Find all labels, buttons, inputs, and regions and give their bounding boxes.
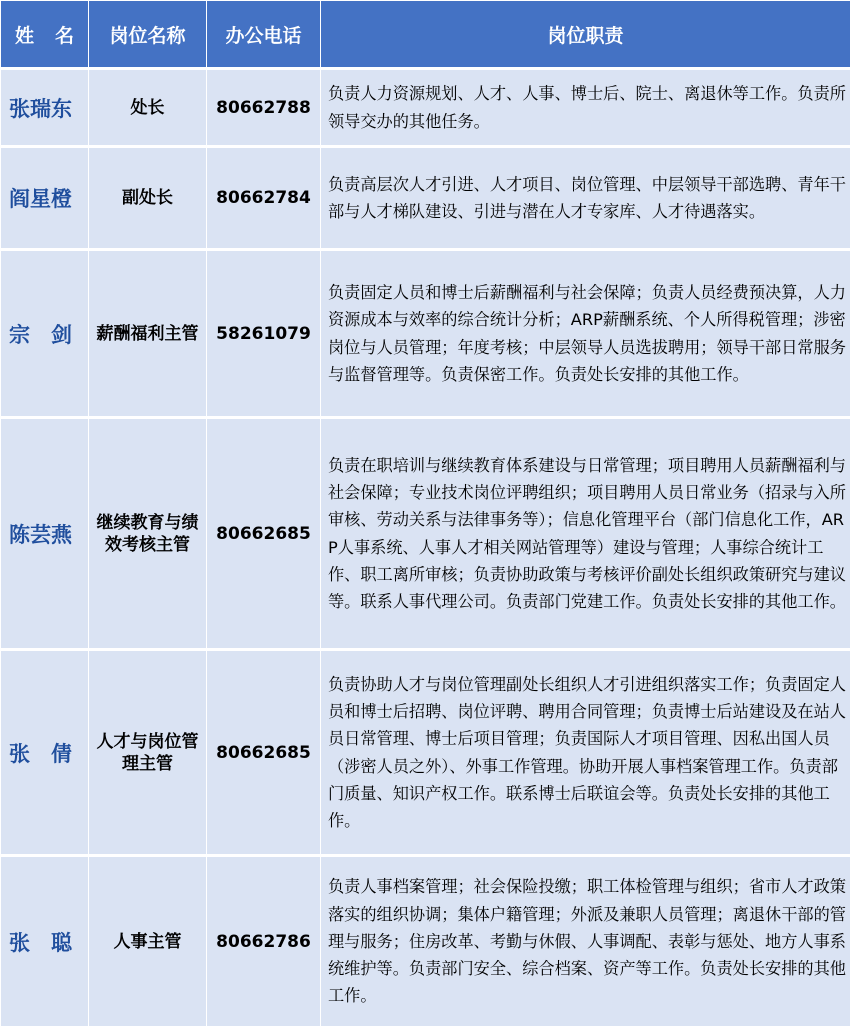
staff-phone: 80662788 xyxy=(207,69,321,147)
staff-phone: 80662786 xyxy=(207,856,321,1028)
table-row xyxy=(1,856,850,1028)
staff-name: 张 倩 xyxy=(1,650,89,856)
staff-position: 人事主管 xyxy=(89,856,207,1028)
header-position: 岗位名称 xyxy=(89,1,207,69)
staff-duty: 负责人力资源规划、人才、人事、博士后、院士、离退休等工作。负责所领导交办的其他任务。 xyxy=(321,69,850,147)
table-row xyxy=(1,69,850,147)
header-name: 姓 名 xyxy=(1,1,89,69)
staff-name: 陈芸燕 xyxy=(1,418,89,650)
staff-name: 阎星橙 xyxy=(1,147,89,250)
staff-phone: 80662685 xyxy=(207,650,321,856)
staff-phone: 80662685 xyxy=(207,418,321,650)
staff-position: 薪酬福利主管 xyxy=(89,250,207,418)
staff-position: 人才与岗位管理主管 xyxy=(89,650,207,856)
table-row xyxy=(1,418,850,650)
table-row xyxy=(1,650,850,856)
staff-name: 宗 剑 xyxy=(1,250,89,418)
staff-duty: 负责人事档案管理；社会保险投缴；职工体检管理与组织；省市人才政策落实的组织协调；集体户籍管理；外派及兼职人员管理；离退休干部的管理与服务；住房改革、考勤与休假、人事调配、表彰与惩处、地方人事系统维护等。负责部门安全、综合档案、资产等工作。负责处长安排的其他工作。 xyxy=(321,856,850,1028)
staff-duty: 负责高层次人才引进、人才项目、岗位管理、中层领导干部选聘、青年干部与人才梯队建设、引进与潜在人才专家库、人才待遇落实。 xyxy=(321,147,850,250)
table-row xyxy=(1,147,850,250)
staff-duty: 负责固定人员和博士后薪酬福利与社会保障；负责人员经费预决算，人力资源成本与效率的综合统计分析；ARP薪酬系统、个人所得税管理；涉密岗位与人员管理；年度考核；中层领导人员选拔聘用；领导干部日常服务与监督管理等。负责保密工作。负责处长安排的其他工作。 xyxy=(321,250,850,418)
staff-position: 副处长 xyxy=(89,147,207,250)
header-phone: 办公电话 xyxy=(207,1,321,69)
staff-phone: 58261079 xyxy=(207,250,321,418)
staff-name: 张瑞东 xyxy=(1,69,89,147)
staff-duty: 负责协助人才与岗位管理副处长组织人才引进组织落实工作；负责固定人员和博士后招聘、岗位评聘、聘用合同管理；负责博士后站建设及在站人员日常管理、博士后项目管理；负责国际人才项目管理、因私出国人员（涉密人员之外）、外事工作管理。协助开展人事档案管理工作。负责部门质量、知识产权工作。联系博士后联谊会等。负责处长安排的其他工作。 xyxy=(321,650,850,856)
staff-phone: 80662784 xyxy=(207,147,321,250)
table-header-row xyxy=(1,1,850,69)
staff-position: 处长 xyxy=(89,69,207,147)
staff-name: 张 聪 xyxy=(1,856,89,1028)
staff-position: 继续教育与绩效考核主管 xyxy=(89,418,207,650)
header-duty: 岗位职责 xyxy=(321,1,850,69)
table-row xyxy=(1,250,850,418)
staff-duty: 负责在职培训与继续教育体系建设与日常管理；项目聘用人员薪酬福利与社会保障；专业技术岗位评聘组织；项目聘用人员日常业务（招录与入所审核、劳动关系与法律事务等）；信息化管理平台（部门信息化工作，ARP人事系统、人事人才相关网站管理等）建设与管理；人事综合统计工作、职工离所审核；负责协助政策与考核评价副处长组织政策研究与建议等。联系人事代理公司。负责部门党建工作。负责处长安排的其他工作。 xyxy=(321,418,850,650)
